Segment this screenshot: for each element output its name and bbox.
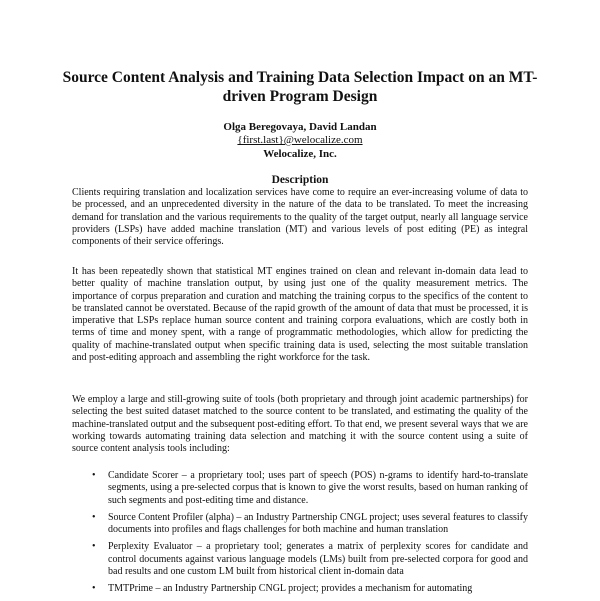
author-email: {first.last}@welocalize.com xyxy=(237,134,363,146)
list-item xyxy=(92,541,528,578)
bullet-marker: • xyxy=(92,583,96,595)
body-paragraph: We employ a large and still-growing suite of tools (both proprietary and through joint academic partnerships) for selecting the best suited dataset matched to the source content to be translated, and estimating the quality of the machine-translated output and the subsequent post-editing effort. To that end, we present several ways that we are working towards automating training data selection and matching it with the source content using a suite of source content analysis tools including: xyxy=(72,394,528,455)
list-item-text: TMTPrime – an Industry Partnership CNGL project; provides a mechanism for automating xyxy=(108,583,473,595)
section-heading: Description xyxy=(271,174,329,186)
list-item xyxy=(92,512,528,537)
bullet-marker: • xyxy=(92,511,96,523)
paper-title: Source Content Analysis and Training Data Selection Impact on an MT-driven Program Design xyxy=(62,69,538,105)
author-affiliation: Welocalize, Inc. xyxy=(263,148,337,160)
body-paragraph: Clients requiring translation and localization services have come to require an ever-increasing volume of data to be processed, and an unprecedented diversity in the nature of the data to be translated. To meet the increasing demand for translation and the various requirements to the quality of the target output, nearly all language service providers (LSPs) have added machine translation (MT) and various levels of post editing (PE) as integral components of their service offerings. xyxy=(72,187,528,248)
list-item-text: Candidate Scorer – a proprietary tool; uses part of speech (POS) n-grams to identify hard-to-translate segments, using a pre-selected corpus that is known to give the worst results, based on human ranking of such segments and post-editing time and distance. xyxy=(108,470,528,506)
paper-authors: Olga Beregovaya, David Landan xyxy=(223,121,377,133)
bullet-marker: • xyxy=(92,470,96,481)
bullet-marker: • xyxy=(92,541,96,553)
list-item xyxy=(92,583,528,595)
list-item-text: Source Content Profiler (alpha) – an Industry Partnership CNGL project; uses several features to classify documents into profiles and flags challenges for both machine and human translation xyxy=(108,511,528,536)
body-paragraph: It has been repeatedly shown that statistical MT engines trained on clean and relevant in-domain data lead to better quality of machine translation output, by using just one of the quality measurement metrics. The importance of corpus preparation and curation and matching the training corpus to the specifics of the content to be translated cannot be overstated. Because of the rapid growth of the amount of data that must be processed, it is imperative that LSPs replace human source content and training corpora evaluations, which are costly both in terms of time and money spent, with a range of programmatic methodologies, which allow for predicting the quality of machine-translated output when specific training data is used, selecting the most suitable translation and post-editing approach and assembling the right workforce for the task. xyxy=(72,266,528,364)
tool-list xyxy=(92,470,528,601)
list-item xyxy=(92,470,528,507)
list-item-text: Perplexity Evaluator – a proprietary tool; generates a matrix of perplexity scores for candidate and control documents against various language models (LMs) built from pre-selected corpora for good and bad results and one custom LM built from historical client in-domain data xyxy=(108,541,528,578)
